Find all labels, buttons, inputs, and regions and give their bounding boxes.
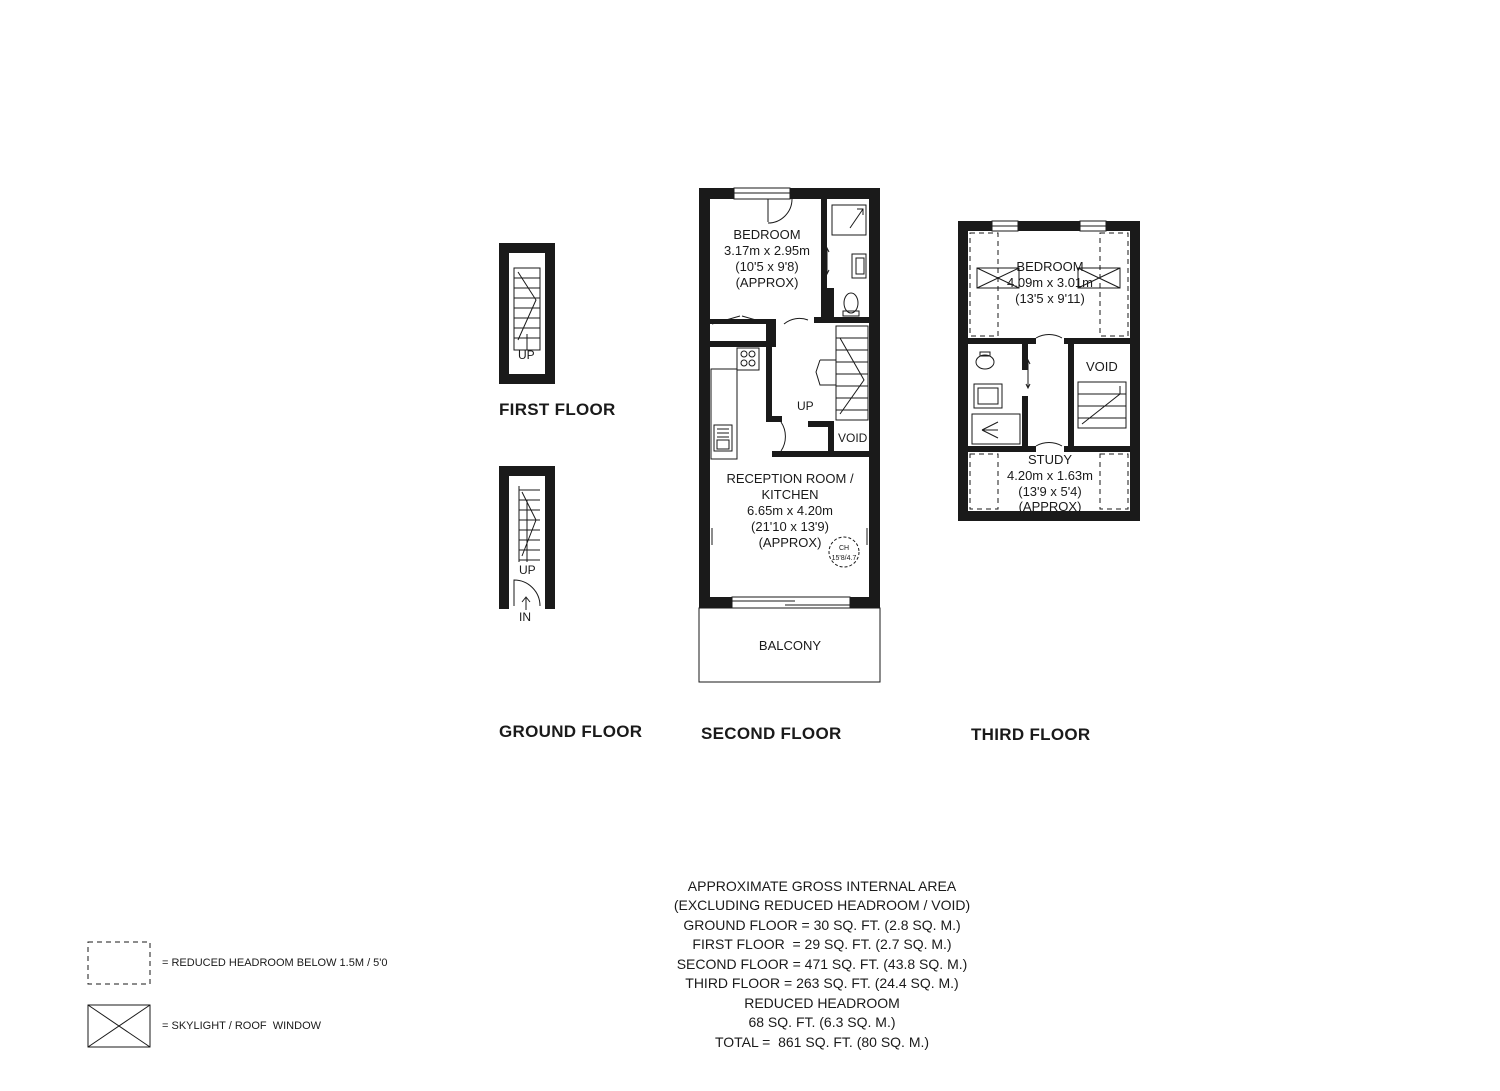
third-bathroom-wc [976, 352, 994, 369]
reception-note: (APPROX) [758, 535, 822, 550]
area-summary-line: THIRD FLOOR = 263 SQ. FT. (24.4 SQ. M.) [685, 975, 959, 991]
ground-floor-title: GROUND FLOOR [499, 722, 643, 741]
third-bedroom-metric: 4.09m x 3.01m [1007, 275, 1093, 290]
legend-reduced-headroom-label: = REDUCED HEADROOM BELOW 1.5M / 5'0 [162, 957, 388, 969]
ground-floor-plan [499, 466, 642, 741]
area-summary-line: REDUCED HEADROOM [744, 995, 900, 1011]
ground-floor-stair-label: UP [519, 563, 536, 577]
third-floor-void-area [1078, 382, 1126, 428]
third-bathroom-basin [974, 384, 1002, 408]
third-floor-title: THIRD FLOOR [971, 725, 1091, 744]
second-bedroom-metric: 3.17m x 2.95m [724, 243, 810, 258]
balcony-label: BALCONY [758, 638, 822, 653]
kitchen-sink-icon [714, 425, 732, 451]
area-summary-line: APPROXIMATE GROSS INTERNAL AREA [687, 878, 957, 894]
skylight-swatch-icon [88, 1005, 150, 1047]
third-bedroom-name: BEDROOM [1016, 259, 1084, 274]
area-summary-line: SECOND FLOOR = 471 SQ. FT. (43.8 SQ. M.) [676, 956, 968, 972]
third-bathroom-shower [972, 414, 1020, 444]
balcony-sliding-door [732, 597, 850, 608]
ensuite-shower [832, 205, 866, 235]
first-floor-stair-label: UP [518, 348, 535, 362]
third-floor-plan [958, 221, 1140, 744]
reception-imperial: (21'10 x 13'9) [751, 519, 829, 534]
second-floor-void-label: VOID [838, 431, 868, 445]
study-note: (APPROX) [1018, 499, 1082, 514]
third-floor-void-label: VOID [1086, 359, 1118, 374]
second-bedroom-name: BEDROOM [733, 227, 801, 242]
study-imperial: (13'9 x 5'4) [1018, 484, 1082, 499]
first-floor-title: FIRST FLOOR [499, 400, 616, 419]
reception-metric: 6.65m x 4.20m [747, 503, 833, 518]
balcony [699, 608, 880, 682]
area-summary-line: FIRST FLOOR = 29 SQ. FT. (2.7 SQ. M.) [692, 936, 952, 952]
ceiling-height-label: CH [838, 545, 850, 552]
area-summary-line: TOTAL = 861 SQ. FT. (80 SQ. M.) [714, 1034, 930, 1050]
ceiling-height-marker [829, 537, 859, 567]
ensuite-basin [852, 254, 866, 278]
area-summary-line: 68 SQ. FT. (6.3 SQ. M.) [748, 1014, 896, 1030]
first-floor-plan [499, 243, 616, 419]
study-name: STUDY [1027, 452, 1073, 467]
second-floor-plan [699, 188, 880, 743]
legend [88, 942, 388, 1047]
second-bedroom-note: (APPROX) [735, 275, 799, 290]
second-floor-stair-label: UP [797, 399, 814, 413]
second-floor-title: SECOND FLOOR [701, 724, 842, 743]
entrance-label: IN [519, 610, 531, 624]
area-summary [674, 878, 970, 1050]
reception-name-line2: KITCHEN [761, 487, 819, 502]
reception-name-line1: RECEPTION ROOM / [726, 471, 854, 486]
study-metric: 4.20m x 1.63m [1007, 468, 1093, 483]
reduced-headroom-swatch [88, 942, 150, 984]
area-summary-line: GROUND FLOOR = 30 SQ. FT. (2.8 SQ. M.) [683, 917, 961, 933]
area-summary-line: (EXCLUDING REDUCED HEADROOM / VOID) [673, 897, 971, 913]
kitchen-counter [711, 348, 759, 459]
second-floor-stairs [816, 326, 868, 420]
second-bedroom-imperial: (10'5 x 9'8) [735, 259, 799, 274]
third-bedroom-imperial: (13'5 x 9'11) [1015, 291, 1085, 306]
legend-skylight-label: = SKYLIGHT / ROOF WINDOW [162, 1020, 322, 1032]
hob-icon [741, 351, 755, 366]
ceiling-height-value: 15'8/4.7 [831, 555, 857, 562]
ensuite-wc [843, 293, 859, 316]
